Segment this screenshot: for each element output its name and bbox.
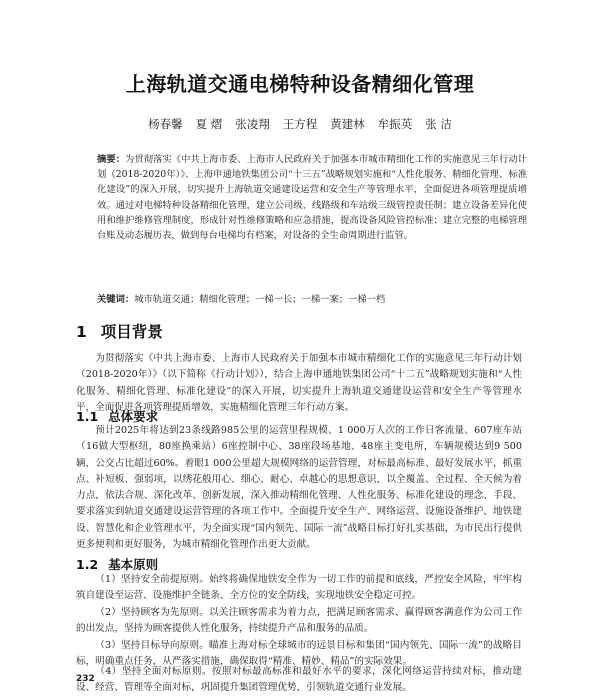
section-title: 项目背景 bbox=[100, 323, 163, 341]
abstract-text: 为贯彻落实《中共上海市委、上海市人民政府关于加强本市城市精细化工作的实施意见三年行动计划（2018-2020年）》、上海申通地铁集团公司“十三五”战略规划实施和“人性化服务、精细化管理、标准化建设”的深入开展，切实提升上海轨道交通建设运营和安全生产等管理水平，全面促进各项管理提质增效。通过对电梯特种设备精细化管理，建立公司级、线路级和车站级三级管控责任制；建立设备差异化使用和维护维修管理制度，形成针对性维修策略和应急措施，提高设备风险管控标准；建立完整的电梯管理台账及动态履历表，做到每台电梯均有档案，对设备的全生命周期进行监管。 bbox=[97, 154, 527, 242]
principle-paragraph: （1）坚持安全前提原则。始终将确保地铁安全作为一切工作的前提和底线，严控安全风险，牢牢构筑自建设至运营、设施维护全链条、全方位的安全防线，实现地铁安全稳定可控。 bbox=[76, 574, 522, 602]
author-list bbox=[0, 116, 600, 132]
subsection-title: 基本原则 bbox=[108, 557, 159, 572]
subsection-number: 1.1 bbox=[76, 409, 99, 424]
author: 张 洁 bbox=[425, 117, 452, 131]
section-number: 1 bbox=[76, 323, 87, 341]
subsection-heading bbox=[76, 555, 158, 573]
abstract bbox=[97, 152, 527, 243]
paper-title: 上海轨道交通电梯特种设备精细化管理 bbox=[125, 72, 475, 96]
section-intro-paragraph: 为贯彻落实《中共上海市委、上海市人民政府关于加强本市城市精细化工作的实施意见三年行动计划（2018-2020年）》（以下简称《行动计划》），结合上海申通地铁集团公司“十二五”战略规划实施和“人性化服务、精细化管理、标准化建设”的深入开展，切实提升上海轨道交通建设运营和安全生产等管理水平，全面促进各项管理提质增效，实施精细化管理三年行动方案。 bbox=[76, 353, 522, 413]
author: 杨春馨 bbox=[148, 117, 183, 131]
keywords-text: 城市轨道交通；精细化管理；一梯一长；一梯一案；一梯一档 bbox=[134, 294, 386, 305]
principle-paragraph: （2）坚持顾客为先原则。以关注顾客需求为着力点，把满足顾客需求、赢得顾客满意作为公司工作的出发点，坚持为顾客提供人性化服务，持续提升产品和服务的品质。 bbox=[76, 607, 522, 635]
abstract-label: 摘要： bbox=[97, 154, 126, 165]
author: 夏 熠 bbox=[195, 117, 223, 131]
keywords-label: 关键词： bbox=[97, 294, 135, 305]
page-number: 232 bbox=[76, 674, 95, 684]
keywords bbox=[97, 292, 527, 307]
author: 黄建林 bbox=[330, 117, 365, 131]
author: 张凌翔 bbox=[235, 117, 270, 131]
subsection-number: 1.2 bbox=[76, 557, 99, 572]
general-requirements-paragraph: 预计2025年将达到23条线路985公里的运营里程规模、1 000万人次的工作日客流量、607座车站（16做大型枢纽，80座换乘站）6座控制中心、38座段场基地、48座主变电所，车辆规模达到9 500辆，公交占比超过60%。着眼1 000公里超大规模网络的运营管理，对标最高标准、最好发展水平，抓重点、补短板、强弱项，以绣花般用心、细心、耐心、卓越心的思想意识，以全覆盖、全过程、全天候为着力点，依法合规、深化改革、创新发展，深入推动精细化管理、人性化服务、标准化建设的理念、手段、要求落实到轨道交通建设运营管理的各项工作中。全面提升安全生产、网络运营、设施设备维护、地铁建设、智慧化和企业管理水平，为全面实现“国内领先、国际一流”战略目标打好扎实基础，为市民出行提供更多便利和更好服务，为城市精细化管理作出更大贡献。 bbox=[76, 425, 522, 551]
author: 王方程 bbox=[282, 117, 318, 131]
principle-paragraph: （3）坚持目标导向原则。瞄准上海对标全球城市的远景目标和集团“国内领先、国际一流”的战略目标，明确重点任务，从严落实措施，确保取得“精准、精妙、精品”的实际效果。 bbox=[76, 640, 522, 668]
section-heading bbox=[76, 320, 163, 342]
subsection-title: 总体要求 bbox=[108, 409, 159, 424]
principle-paragraph: （4）坚持全面对标原则。按照对标最高标准和最好水平的要求，深化网络运营持续对标，推动建设、经营、管理等全面对标，巩固提升集团管理优势，引领轨道交通行业发展。 bbox=[76, 666, 522, 694]
author: 牟振英 bbox=[377, 117, 413, 131]
